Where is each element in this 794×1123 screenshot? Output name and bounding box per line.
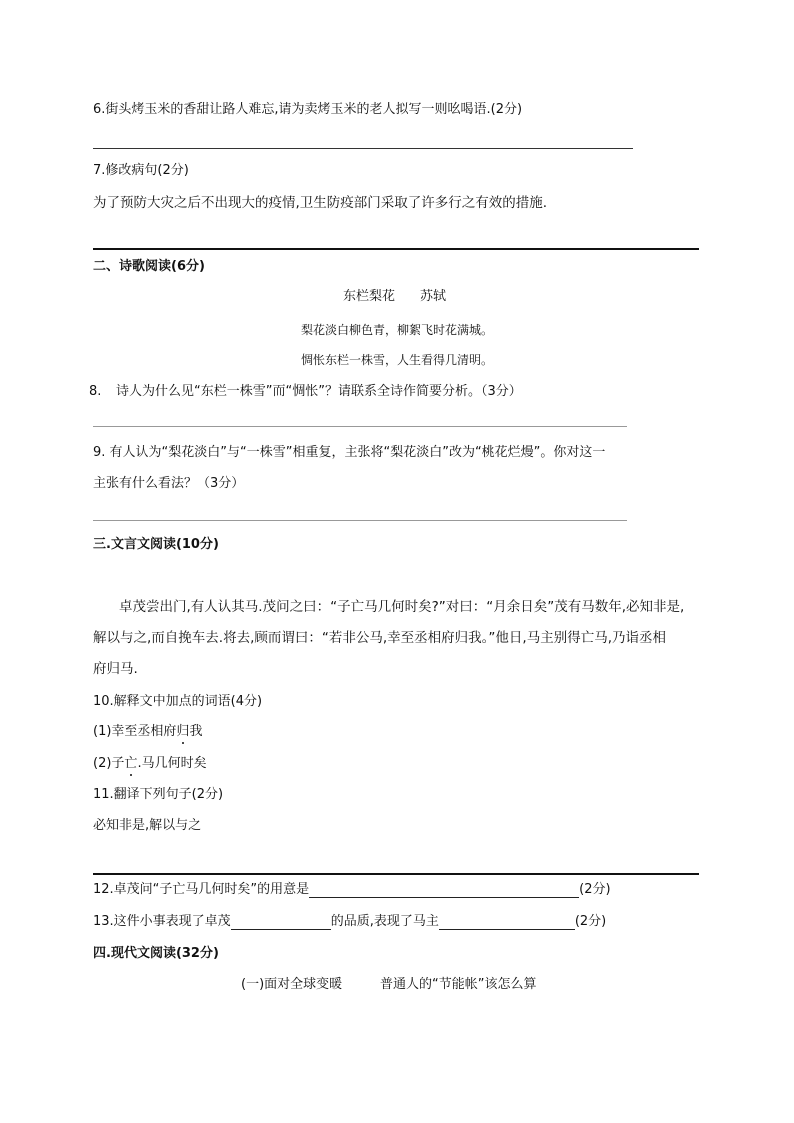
passage-line-3: 府归马.	[93, 661, 138, 677]
section-2-title: 二、诗歌阅读(6分)	[93, 259, 205, 274]
question-9-line-2: 主张有什么看法？（3分）	[93, 476, 245, 491]
question-10-part-1	[93, 724, 202, 740]
q13-text: 13.这件小事表现了卓茂	[93, 914, 231, 929]
section-4-title: 四.现代文阅读(32分)	[93, 946, 219, 961]
q10-a-pre: (1)幸至丞相府	[93, 724, 177, 739]
question-7-title: 7.修改病句(2分)	[93, 163, 189, 178]
q10-a-dotted-char: 归	[176, 724, 190, 739]
question-8-number: 8.	[89, 384, 102, 399]
question-10-part-2	[93, 756, 207, 772]
question-13	[93, 914, 606, 930]
answer-line-6	[93, 148, 633, 149]
q12-text: 12.卓茂问“子亡马几何时矣”的用意是	[93, 882, 310, 897]
question-10-title: 10.解释文中加点的词语(4分)	[93, 694, 263, 709]
section-3-title: 三.文言文阅读(10分)	[93, 537, 219, 552]
q10-b-dotted-char: 亡	[124, 756, 138, 771]
q13-mid: 的品质,表现了马主	[330, 914, 439, 929]
passage-line-2: 解以与之,而自挽车去.将去,顾而谓曰：“若非公马,幸至丞相府归我。”他日,马主别得亡马,乃诣丞相	[93, 630, 666, 646]
section-4-subtitle-1: (一)面对全球变暖	[241, 977, 343, 992]
poem-line-1: 梨花淡白柳色青，柳絮飞时花满城。	[300, 323, 493, 337]
answer-line-8	[93, 426, 627, 427]
q12-score: (2分)	[579, 882, 611, 897]
poem-line-2: 惆怅东栏一株雪，人生看得几清明。	[300, 353, 493, 367]
poem-title: 东栏梨花	[343, 289, 396, 304]
answer-blank-13b	[439, 916, 575, 930]
q10-b-pre: (2)子	[93, 756, 125, 771]
section-divider-2	[93, 873, 699, 875]
question-8: 诗人为什么见“东栏一株雪”而“惆怅”？请联系全诗作简要分析。（3分）	[116, 384, 522, 399]
q13-score: (2分)	[574, 914, 607, 929]
passage-line-1: 卓茂尝出门,有人认其马.茂问之曰：“子亡马几何时矣?”对曰：“月余日矣”茂有马数年,必知非是,	[119, 599, 685, 615]
q10-a-post: 我	[189, 724, 203, 739]
question-7-sentence: 为了预防大灾之后不出现大的疫情,卫生防疫部门采取了许多行之有效的措施.	[93, 195, 548, 211]
question-9-line-1: 9. 有人认为“梨花淡白”与“一株雪”相重复，主张将“梨花淡白”改为“桃花烂熳”。你对这一	[93, 445, 606, 460]
question-11-sentence: 必知非是,解以与之	[93, 818, 202, 833]
poem-author: 苏轼	[420, 289, 447, 304]
section-4-subtitle-2: 普通人的“节能帐”该怎么算	[380, 977, 537, 992]
q10-b-post: .马几何时矣	[137, 756, 207, 771]
answer-blank-12	[309, 884, 579, 898]
question-12	[93, 882, 611, 898]
answer-blank-13a	[231, 916, 331, 930]
question-11-title: 11.翻译下列句子(2分)	[93, 787, 224, 802]
section-divider	[93, 248, 699, 250]
answer-line-9	[93, 520, 627, 521]
question-6: 6.街头烤玉米的香甜让路人难忘,请为卖烤玉米的老人拟写一则吆喝语.(2分)	[93, 102, 523, 117]
